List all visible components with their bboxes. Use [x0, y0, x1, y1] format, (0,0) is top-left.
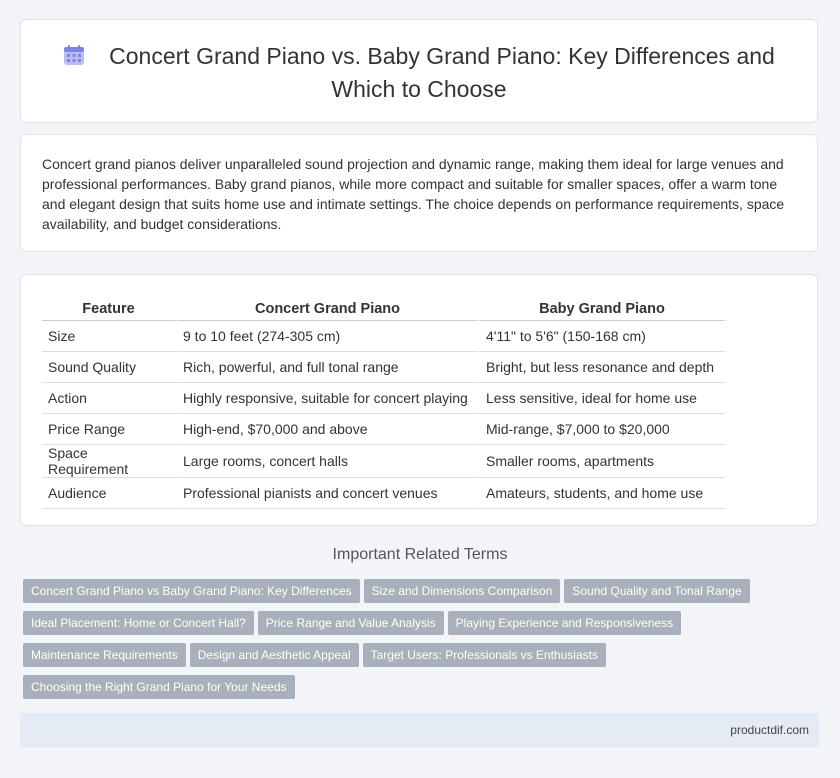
related-term-tag[interactable]: Target Users: Professionals vs Enthusiasts: [363, 643, 606, 667]
table-row: [42, 321, 726, 352]
related-term-tag[interactable]: Concert Grand Piano vs Baby Grand Piano: Key Differences: [23, 579, 360, 603]
header-card: [20, 19, 818, 123]
comparison-card: [20, 274, 818, 526]
table-row: [42, 414, 726, 445]
table-row: [42, 352, 726, 383]
footer-site-link[interactable]: productdif.com: [730, 723, 809, 737]
table-header-row: [42, 296, 726, 321]
comparison-table: [42, 296, 726, 509]
header-concert-grand: Concert Grand Piano: [177, 296, 480, 321]
related-terms-list: [23, 579, 803, 707]
related-term-tag[interactable]: Price Range and Value Analysis: [258, 611, 444, 635]
feature-cell: Size: [42, 321, 177, 352]
feature-cell: Price Range: [42, 414, 177, 445]
concert-cell: 9 to 10 feet (274-305 cm): [177, 321, 480, 352]
table-row: [42, 445, 726, 478]
feature-cell: Action: [42, 383, 177, 414]
table-row: [42, 383, 726, 414]
baby-cell: Mid-range, $7,000 to $20,000: [480, 414, 726, 445]
concert-cell: High-end, $70,000 and above: [177, 414, 480, 445]
calendar-icon: [63, 44, 85, 66]
baby-cell: Bright, but less resonance and depth: [480, 352, 726, 383]
baby-cell: Smaller rooms, apartments: [480, 445, 726, 478]
baby-cell: 4'11" to 5'6" (150-168 cm): [480, 321, 726, 352]
related-term-tag[interactable]: Size and Dimensions Comparison: [364, 579, 561, 603]
page-title: [21, 42, 817, 104]
related-term-tag[interactable]: Choosing the Right Grand Piano for Your Needs: [23, 675, 295, 699]
related-term-tag[interactable]: Maintenance Requirements: [23, 643, 186, 667]
related-terms-title: Important Related Terms: [332, 546, 508, 563]
concert-cell: Highly responsive, suitable for concert playing: [177, 383, 480, 414]
related-term-tag[interactable]: Design and Aesthetic Appeal: [190, 643, 359, 667]
table-row: [42, 478, 726, 509]
feature-cell: Audience: [42, 478, 177, 509]
feature-cell: Space Requirement: [42, 445, 177, 478]
footer: [20, 713, 819, 747]
baby-cell: Amateurs, students, and home use: [480, 478, 726, 509]
header-feature: Feature: [42, 296, 177, 321]
header-baby-grand: Baby Grand Piano: [480, 296, 726, 321]
title-line-1: Concert Grand Piano vs. Baby Grand Piano: Key Differences and: [109, 43, 775, 69]
baby-cell: Less sensitive, ideal for home use: [480, 383, 726, 414]
concert-cell: Professional pianists and concert venues: [177, 478, 480, 509]
related-term-tag[interactable]: Ideal Placement: Home or Concert Hall?: [23, 611, 254, 635]
intro-text: Concert grand pianos deliver unparalleled sound projection and dynamic range, making them ideal for large venues and professional performances. Baby grand pianos, while more compact and suitable for smaller spaces, offer a warm tone and elegant design that suits home use and intimate settings. The choice depends on performance requirements, space availability, and budget considerations.: [42, 156, 785, 232]
related-term-tag[interactable]: Playing Experience and Responsiveness: [448, 611, 681, 635]
concert-cell: Large rooms, concert halls: [177, 445, 480, 478]
concert-cell: Rich, powerful, and full tonal range: [177, 352, 480, 383]
intro-card: [20, 134, 818, 252]
feature-cell: Sound Quality: [42, 352, 177, 383]
related-term-tag[interactable]: Sound Quality and Tonal Range: [564, 579, 749, 603]
title-line-2: Which to Choose: [331, 75, 507, 102]
